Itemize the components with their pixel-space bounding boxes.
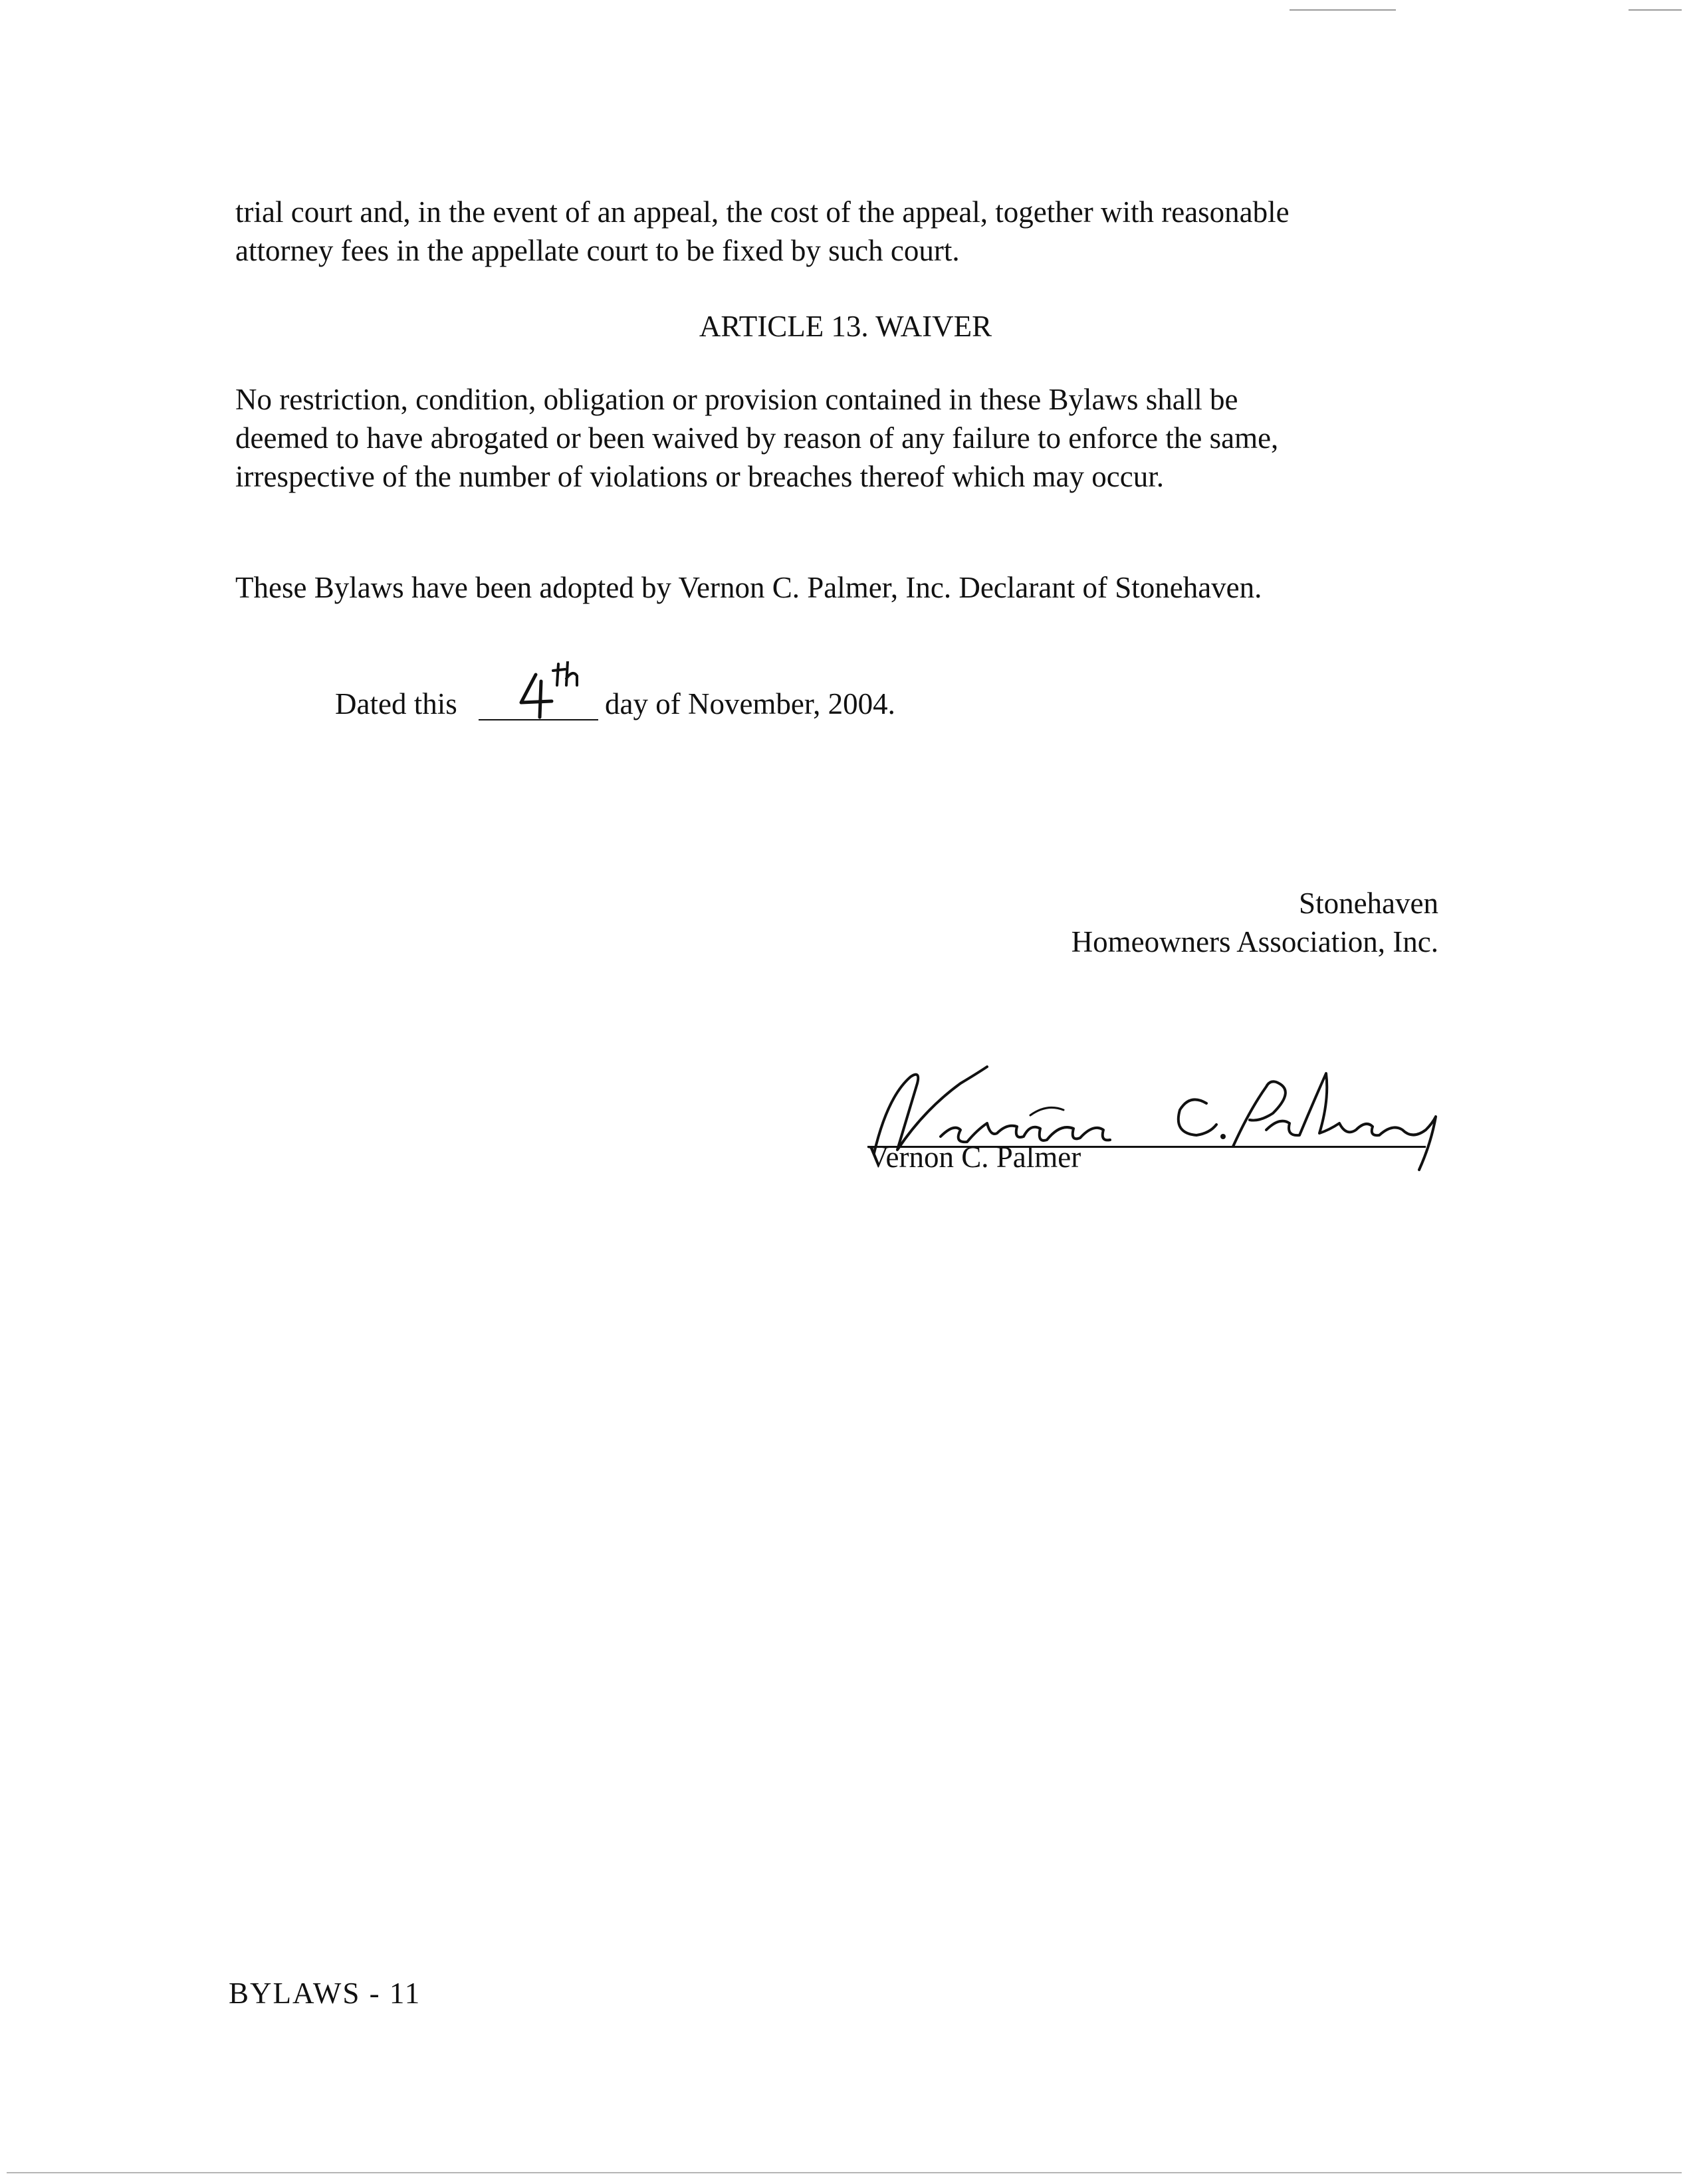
paragraph-line: trial court and, in the event of an appeal, the cost of the appeal, together with reasonable [235, 195, 1290, 229]
paragraph-line: irrespective of the number of violations or breaches thereof which may occur. [235, 460, 1164, 493]
adoption-statement: These Bylaws have been adopted by Vernon C. Palmer, Inc. Declarant of Stonehaven. [235, 571, 1262, 604]
organization-block [1071, 884, 1438, 961]
dated-suffix: day of November, 2004. [605, 687, 895, 720]
paragraph-line: deemed to have abrogated or been waived by reason of any failure to enforce the same, [235, 421, 1279, 455]
paragraph-line: attorney fees in the appellate court to be fixed by such court. [235, 234, 960, 267]
signatory-printed-name: Vernon C. Palmer [867, 1141, 1081, 1174]
paragraph-waiver [235, 380, 1498, 496]
scan-artifact-top-right [1629, 9, 1682, 11]
paragraph-attorney-fees [235, 193, 1498, 270]
organization-line-2: Homeowners Association, Inc. [1071, 925, 1438, 958]
scan-artifact-bottom [7, 2172, 1682, 2173]
organization-line-1: Stonehaven [1299, 887, 1438, 920]
article-heading: ARTICLE 13. WAIVER [699, 310, 992, 343]
handwritten-day-4th [517, 661, 597, 721]
scan-artifact-top [1290, 9, 1396, 11]
dated-prefix: Dated this [335, 687, 457, 720]
page-footer: BYLAWS - 11 [229, 1977, 421, 2010]
paragraph-line: No restriction, condition, obligation or provision contained in these Bylaws shall be [235, 383, 1238, 416]
